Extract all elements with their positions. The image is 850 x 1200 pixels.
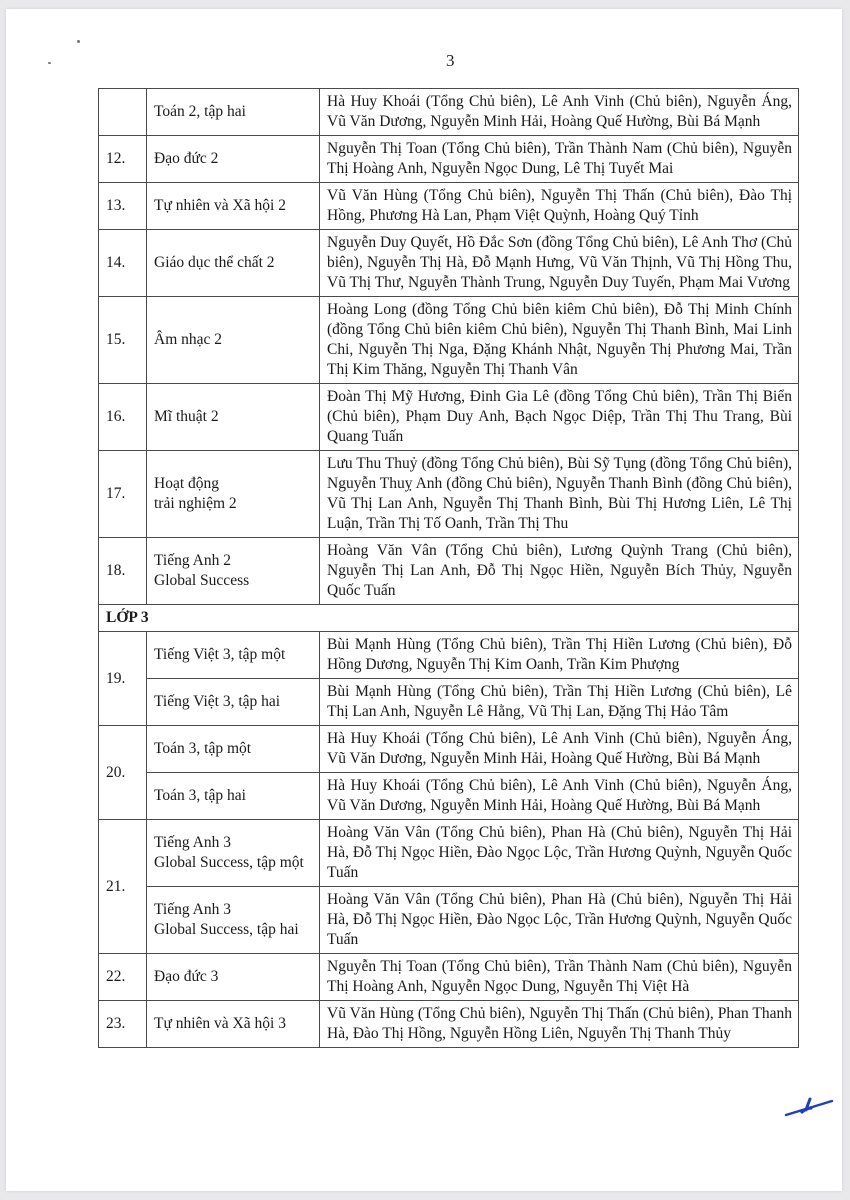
authors-cell: Vũ Văn Hùng (Tổng Chủ biên), Nguyễn Thị Thấn (Chủ biên), Phan Thanh Hà, Đào Thị Hồng, Nguyễn Hồng Liên, Nguyễn Thị Thanh Thủy bbox=[320, 1001, 799, 1048]
authors-cell: Đoàn Thị Mỹ Hương, Đinh Gia Lê (đồng Tổng Chủ biên), Trần Thị Biển (Chủ biên), Phạm Duy Anh, Bạch Ngọc Diệp, Trần Thị Thu Trang, Bùi Quang Tuấn bbox=[320, 384, 799, 451]
authors-cell: Nguyễn Thị Toan (Tổng Chủ biên), Trần Thành Nam (Chủ biên), Nguyễn Thị Hoàng Anh, Nguyễn Ngọc Dung, Lê Thị Tuyết Mai bbox=[320, 136, 799, 183]
book-title-cell bbox=[147, 297, 320, 384]
book-title-cell bbox=[147, 820, 320, 887]
book-title-line: Tự nhiên và Xã hội 2 bbox=[154, 197, 286, 214]
book-title-cell bbox=[147, 230, 320, 297]
book-title-cell bbox=[147, 538, 320, 605]
table-row bbox=[99, 773, 799, 820]
table-row bbox=[99, 954, 799, 1001]
row-number: 19. bbox=[99, 632, 147, 726]
page-number: 3 bbox=[446, 51, 455, 70]
table-row bbox=[99, 384, 799, 451]
book-title-cell bbox=[147, 773, 320, 820]
book-title-cell bbox=[147, 451, 320, 538]
row-number bbox=[99, 89, 147, 136]
book-title-line: Đạo đức 3 bbox=[154, 968, 219, 985]
table-row bbox=[99, 89, 799, 136]
table-row bbox=[99, 1001, 799, 1048]
table-row bbox=[99, 679, 799, 726]
book-title-line: Tiếng Anh 3 bbox=[154, 901, 231, 918]
table-row bbox=[99, 297, 799, 384]
book-title-line: Global Success, tập hai bbox=[154, 921, 299, 938]
book-title-line: Tiếng Việt 3, tập hai bbox=[154, 693, 281, 710]
book-title-line: Mĩ thuật 2 bbox=[154, 408, 219, 425]
row-number: 15. bbox=[99, 297, 147, 384]
authors-cell: Hà Huy Khoái (Tổng Chủ biên), Lê Anh Vinh (Chủ biên), Nguyễn Áng, Vũ Văn Dương, Nguyễn Minh Hải, Hoàng Quế Hường, Bùi Bá Mạnh bbox=[320, 773, 799, 820]
table-row bbox=[99, 632, 799, 679]
book-title-line: Đạo đức 2 bbox=[154, 150, 219, 167]
row-number: 20. bbox=[99, 726, 147, 820]
book-title-cell bbox=[147, 183, 320, 230]
authors-cell: Nguyễn Duy Quyết, Hồ Đắc Sơn (đồng Tổng Chủ biên), Lê Anh Thơ (Chủ biên), Nguyễn Thị Hà, Đỗ Mạnh Hưng, Vũ Văn Thịnh, Vũ Thị Hồng Thu, Vũ Thị Thư, Nguyễn Thành Trung, Nguyễn Duy Tuyến, Phạm Mai Vương bbox=[320, 230, 799, 297]
authors-cell: Hoàng Văn Vân (Tổng Chủ biên), Phan Hà (Chủ biên), Nguyễn Thị Hải Hà, Đỗ Thị Ngọc Hiền, Đào Ngọc Lộc, Trần Hương Quỳnh, Nguyễn Quốc Tuấn bbox=[320, 820, 799, 887]
table-row bbox=[99, 230, 799, 297]
table-row bbox=[99, 538, 799, 605]
table-row bbox=[99, 183, 799, 230]
section-heading: LỚP 3 bbox=[99, 605, 799, 632]
authors-cell: Vũ Văn Hùng (Tổng Chủ biên), Nguyễn Thị Thấn (Chủ biên), Đào Thị Hồng, Phương Hà Lan, Phạm Việt Quỳnh, Hoàng Quý Tỉnh bbox=[320, 183, 799, 230]
book-title-cell bbox=[147, 384, 320, 451]
authors-cell: Hà Huy Khoái (Tổng Chủ biên), Lê Anh Vinh (Chủ biên), Nguyễn Áng, Vũ Văn Dương, Nguyễn Minh Hải, Hoàng Quế Hường, Bùi Bá Mạnh bbox=[320, 89, 799, 136]
row-number: 16. bbox=[99, 384, 147, 451]
row-number: 12. bbox=[99, 136, 147, 183]
authors-cell: Hà Huy Khoái (Tổng Chủ biên), Lê Anh Vinh (Chủ biên), Nguyễn Áng, Vũ Văn Dương, Nguyễn Minh Hải, Hoàng Quế Hường, Bùi Bá Mạnh bbox=[320, 726, 799, 773]
table-row bbox=[99, 451, 799, 538]
book-title-cell bbox=[147, 1001, 320, 1048]
book-title-line: Toán 2, tập hai bbox=[154, 103, 246, 120]
row-number: 13. bbox=[99, 183, 147, 230]
book-title-line: Tiếng Việt 3, tập một bbox=[154, 646, 286, 663]
scan-speck bbox=[77, 40, 80, 43]
book-title-line: trải nghiệm 2 bbox=[154, 495, 237, 512]
authors-cell: Hoàng Long (đồng Tổng Chủ biên kiêm Chủ biên), Đỗ Thị Minh Chính (đồng Tổng Chủ biên kiêm Chủ biên), Nguyễn Thị Thanh Bình, Mai Linh Chi, Nguyễn Thị Nga, Đặng Khánh Nhật, Nguyễn Thị Phương Mai, Trần Thị Kim Thăng, Nguyễn Thị Thanh Vân bbox=[320, 297, 799, 384]
book-title-line: Hoạt động bbox=[154, 475, 220, 492]
book-title-line: Âm nhạc 2 bbox=[154, 331, 223, 348]
authors-cell: Hoàng Văn Vân (Tổng Chủ biên), Lương Quỳnh Trang (Chủ biên), Nguyễn Thị Lan Anh, Đỗ Thị Ngọc Hiền, Nguyễn Bích Thủy, Nguyễn Quốc Tuấn bbox=[320, 538, 799, 605]
signature-mark bbox=[784, 1096, 836, 1118]
table-row bbox=[99, 820, 799, 887]
table-row bbox=[99, 887, 799, 954]
table-body bbox=[99, 89, 799, 1048]
textbook-table bbox=[98, 88, 799, 1048]
row-number: 18. bbox=[99, 538, 147, 605]
table-row bbox=[99, 136, 799, 183]
book-title-line: Toán 3, tập một bbox=[154, 740, 252, 757]
book-title-cell bbox=[147, 89, 320, 136]
book-title-cell bbox=[147, 632, 320, 679]
book-title-line: Tự nhiên và Xã hội 3 bbox=[154, 1015, 286, 1032]
book-title-line: Global Success, tập một bbox=[154, 854, 304, 871]
authors-cell: Hoàng Văn Vân (Tổng Chủ biên), Phan Hà (Chủ biên), Nguyễn Thị Hải Hà, Đỗ Thị Ngọc Hiền, Đào Ngọc Lộc, Trần Hương Quỳnh, Nguyễn Quốc Tuấn bbox=[320, 887, 799, 954]
book-title-line: Tiếng Anh 2 bbox=[154, 552, 231, 569]
table-row bbox=[99, 726, 799, 773]
book-title-line: Toán 3, tập hai bbox=[154, 787, 246, 804]
authors-cell: Bùi Mạnh Hùng (Tổng Chủ biên), Trần Thị Hiền Lương (Chủ biên), Lê Thị Lan Anh, Nguyễn Lê Hằng, Vũ Thị Lan, Đặng Thị Hảo Tâm bbox=[320, 679, 799, 726]
document-page bbox=[6, 9, 842, 1191]
book-title-line: Tiếng Anh 3 bbox=[154, 834, 231, 851]
row-number: 23. bbox=[99, 1001, 147, 1048]
book-title-cell bbox=[147, 954, 320, 1001]
scan-speck bbox=[48, 62, 51, 64]
authors-cell: Lưu Thu Thuỷ (đồng Tổng Chủ biên), Bùi Sỹ Tụng (đồng Tổng Chủ biên), Nguyễn Thuỵ Anh (đồng Chủ biên), Nguyễn Thanh Bình (đồng Chủ biên), Vũ Thị Lan Anh, Nguyễn Thị Thanh Bình, Bùi Thị Hương Liên, Lê Thị Luận, Trần Thị Tố Oanh, Trần Thị Thu bbox=[320, 451, 799, 538]
row-number: 22. bbox=[99, 954, 147, 1001]
book-title-line: Giáo dục thể chất 2 bbox=[154, 254, 275, 271]
row-number: 17. bbox=[99, 451, 147, 538]
book-title-cell bbox=[147, 726, 320, 773]
row-number: 21. bbox=[99, 820, 147, 954]
book-title-cell bbox=[147, 136, 320, 183]
section-row bbox=[99, 605, 799, 632]
authors-cell: Nguyễn Thị Toan (Tổng Chủ biên), Trần Thành Nam (Chủ biên), Nguyễn Thị Hoàng Anh, Nguyễn Ngọc Dung, Nguyễn Thị Việt Hà bbox=[320, 954, 799, 1001]
authors-cell: Bùi Mạnh Hùng (Tổng Chủ biên), Trần Thị Hiền Lương (Chủ biên), Đỗ Hồng Dương, Nguyễn Thị Kim Oanh, Trần Kim Phượng bbox=[320, 632, 799, 679]
book-title-cell bbox=[147, 679, 320, 726]
book-title-cell bbox=[147, 887, 320, 954]
row-number: 14. bbox=[99, 230, 147, 297]
book-title-line: Global Success bbox=[154, 572, 250, 589]
